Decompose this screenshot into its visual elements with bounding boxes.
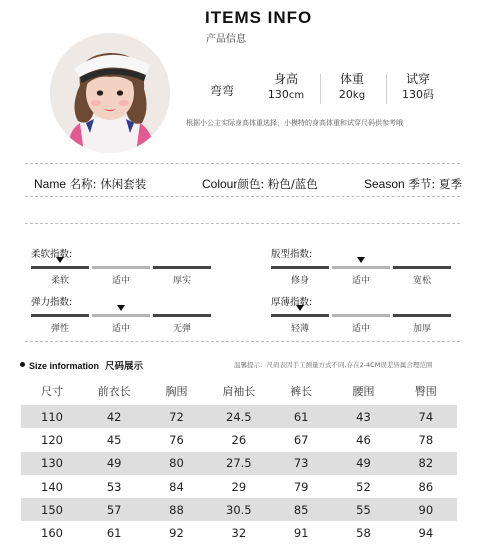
section-divider (25, 163, 460, 164)
scale-label: 加厚 (412, 324, 431, 334)
table-cell: 55 (332, 498, 394, 521)
table-cell: 94 (418, 526, 434, 541)
table-cell: 43 (332, 405, 394, 428)
table-cell: 78 (418, 432, 434, 447)
table-cell: 80 (145, 452, 207, 475)
size-table-header (21, 377, 457, 405)
table-cell: 150 (21, 498, 83, 521)
table-cell: 67 (293, 432, 309, 447)
product-name: Name 名称: 休闲套装 (34, 177, 147, 191)
table-cell: 73 (270, 452, 332, 475)
table-cell: 82 (395, 452, 457, 475)
table-cell: 91 (293, 526, 309, 541)
stat-fit-label: 试穿 (405, 72, 430, 86)
table-cell: 72 (145, 405, 207, 428)
model-name: 弯弯 (210, 84, 235, 98)
page-subtitle: 产品信息 (206, 34, 246, 45)
table-cell: 130 (21, 452, 83, 475)
scale-bar (31, 266, 211, 269)
table-row (21, 521, 457, 544)
column-header: 前衣长 (97, 385, 131, 398)
table-row (21, 498, 457, 521)
table-row (21, 452, 457, 475)
section-divider (25, 223, 460, 224)
table-cell: 120 (41, 432, 63, 447)
scale-label: 弹性 (50, 324, 69, 334)
table-cell: 85 (270, 498, 332, 521)
scale-title: 厚薄指数: (271, 297, 313, 308)
column-header: 胸围 (165, 385, 188, 398)
table-row (21, 475, 457, 498)
table-cell: 61 (270, 405, 332, 428)
column-header: 臀围 (414, 385, 437, 398)
table-row (21, 428, 457, 451)
column-header: 腰围 (352, 385, 375, 398)
stat-height-label: 身高 (273, 72, 298, 86)
scale-label: 无弹 (172, 324, 191, 334)
scale-marker (296, 305, 304, 311)
scale-marker (357, 257, 365, 263)
table-cell: 53 (106, 479, 122, 494)
scale-title: 弹力指数: (31, 297, 73, 308)
scale-bar (271, 314, 451, 317)
table-cell: 84 (169, 479, 184, 494)
table-cell: 29 (231, 479, 247, 494)
table-cell: 45 (106, 432, 122, 447)
scale-label: 适中 (111, 276, 130, 286)
page-title: ITEMS INFO (205, 8, 313, 27)
table-cell: 74 (395, 405, 457, 428)
table-cell: 110 (21, 405, 83, 428)
column-header: 肩袖长 (222, 385, 256, 398)
scale-label: 轻薄 (290, 324, 309, 334)
scale-bar (31, 314, 211, 317)
model-photo (50, 33, 170, 153)
product-season: Season 季节: 夏季 (364, 177, 462, 191)
scale-title: 柔软指数: (31, 249, 73, 260)
table-cell: 76 (169, 432, 184, 447)
scale-label: 修身 (290, 276, 309, 286)
table-cell: 61 (106, 526, 122, 541)
bullet-icon (20, 362, 25, 367)
stat-height-value: 130cm (267, 88, 305, 101)
table-cell: 30.5 (208, 498, 270, 521)
scale-label: 宽松 (412, 276, 431, 286)
stat-weight-label: 体重 (339, 72, 364, 86)
scale-label: 适中 (111, 324, 130, 334)
column-header: 裤长 (290, 385, 313, 398)
section-divider (25, 196, 460, 197)
scale-label: 厚实 (172, 276, 191, 286)
scale-marker (117, 305, 125, 311)
table-cell: 49 (332, 452, 394, 475)
section-divider (25, 341, 460, 342)
table-cell: 140 (41, 479, 63, 494)
table-row (21, 405, 457, 428)
table-cell: 160 (41, 526, 63, 541)
column-header: 尺寸 (41, 385, 63, 398)
scale-title: 版型指数: (271, 249, 313, 260)
table-cell: 57 (83, 498, 145, 521)
stat-height (256, 72, 316, 103)
divider (320, 74, 321, 104)
table-cell: 46 (356, 432, 371, 447)
table-cell: 32 (231, 526, 247, 541)
table-cell: 24.5 (208, 405, 270, 428)
divider (386, 74, 387, 104)
scale-label: 适中 (351, 276, 370, 286)
table-cell: 88 (145, 498, 207, 521)
table-cell: 26 (231, 432, 247, 447)
stat-fit-value: 130码 (402, 88, 434, 101)
product-color: Colour颜色: 粉色/蓝色 (202, 177, 318, 191)
size-table (21, 377, 457, 545)
table-cell: 49 (83, 452, 145, 475)
table-cell: 58 (356, 526, 371, 541)
table-cell: 79 (293, 479, 309, 494)
table-cell: 27.5 (208, 452, 270, 475)
stat-weight (322, 72, 382, 103)
table-cell: 92 (169, 526, 184, 541)
model-note: 根据小公主实际身高体重选择，小模特的身高体重和试穿尺码供参考哦 (186, 119, 403, 127)
scale-bar (271, 266, 451, 269)
table-cell: 86 (418, 479, 434, 494)
scale-label: 适中 (351, 324, 370, 334)
scale-label: 柔软 (50, 276, 69, 286)
table-cell: 52 (356, 479, 371, 494)
size-info-heading: Size information 尺码展示 (29, 361, 144, 372)
stat-weight-value: 20kg (338, 88, 366, 101)
stat-fit-size (388, 72, 448, 103)
scale-marker (56, 257, 64, 263)
size-tip: 温馨提示：尺码表因手工测量方式不同,存在2-4CM误差皆属合理范围 (234, 361, 433, 369)
table-cell: 42 (83, 405, 145, 428)
table-cell: 90 (395, 498, 457, 521)
